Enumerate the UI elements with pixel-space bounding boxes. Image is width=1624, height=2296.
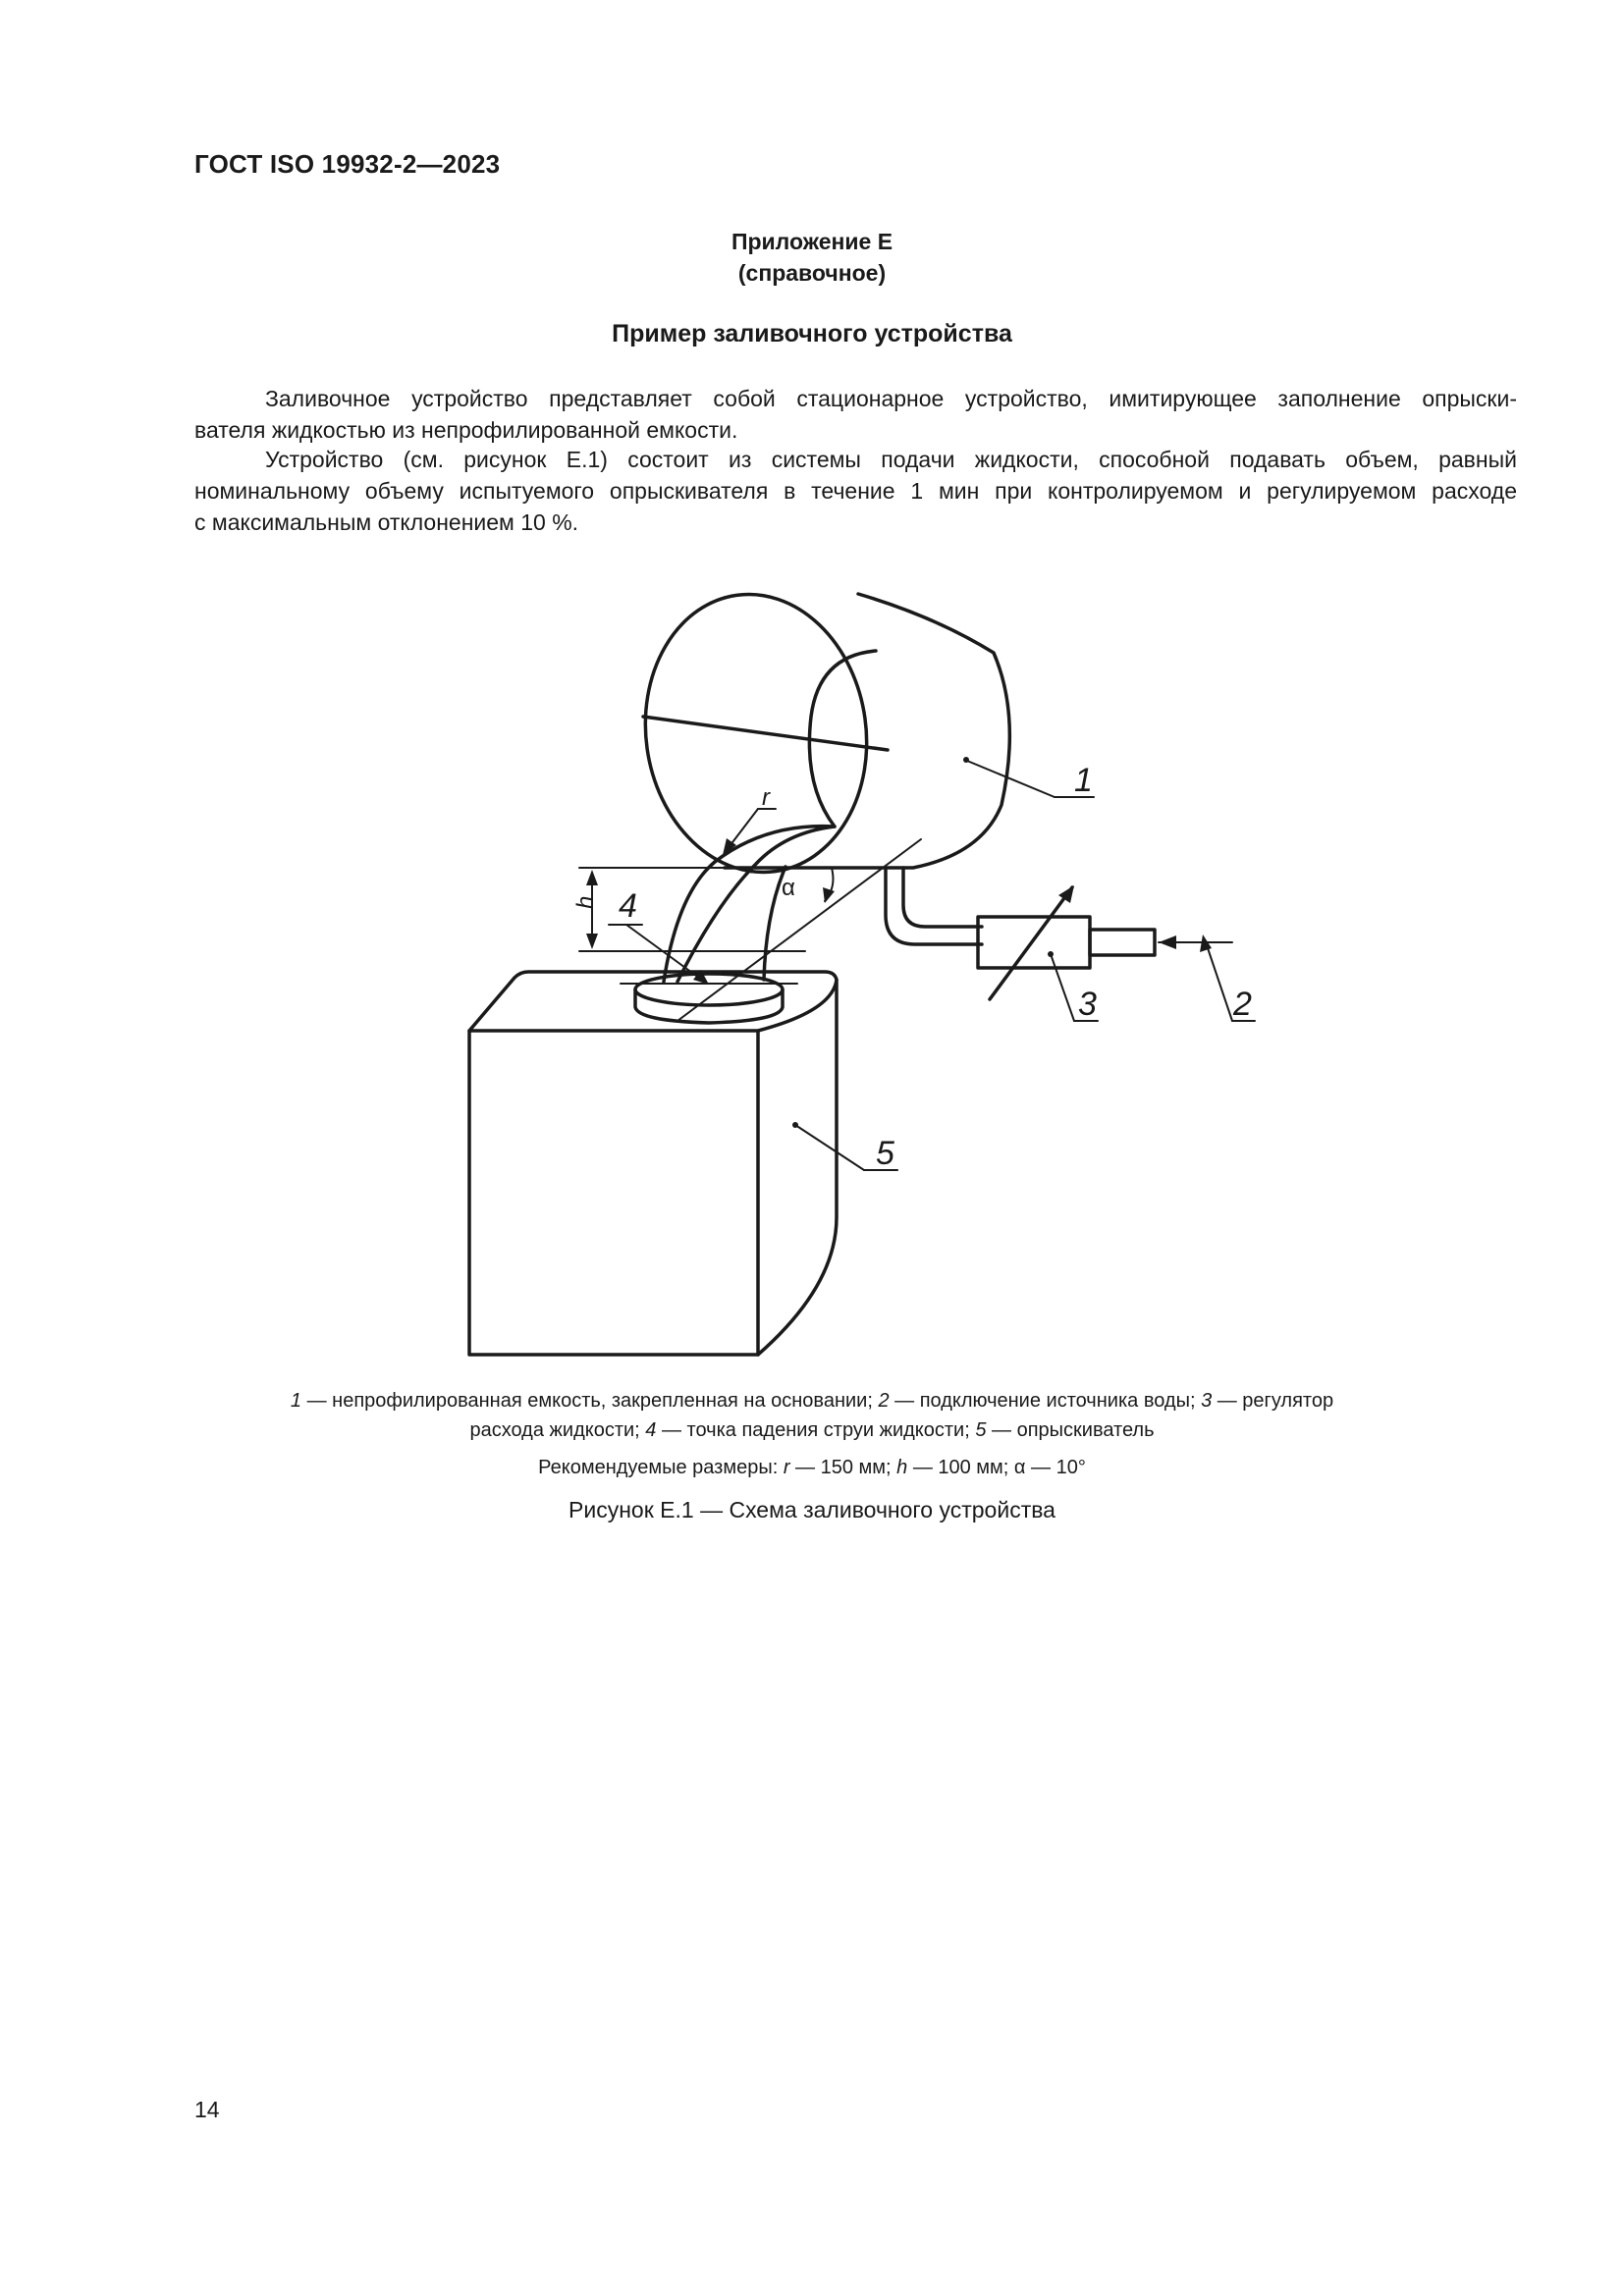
callout-3: 3 <box>1078 986 1097 1023</box>
paragraph-line: вателя жидкостью из непрофилированной емкости. <box>194 417 738 443</box>
annex-title: Приложение Е <box>731 229 893 254</box>
legend-text-2: — подключение источника воды; <box>889 1390 1202 1412</box>
alpha-arrowhead <box>823 887 835 903</box>
annex-type: (справочное) <box>737 260 887 286</box>
paragraph-line: Заливочное устройство представляет собой стационарное устройство, имитирующее заполнение опрыски- <box>265 386 1517 411</box>
recommended-h-symbol: h <box>896 1457 908 1478</box>
figure-caption: Рисунок Е.1 — Схема заливочного устройства <box>568 1497 1056 1522</box>
leader-3 <box>1051 954 1074 1021</box>
inlet-pipe <box>1090 930 1155 955</box>
callout-2: 2 <box>1233 986 1252 1023</box>
legend-num-2: 2 <box>878 1390 890 1412</box>
legend-text-3b: расхода жидкости; <box>469 1419 646 1441</box>
leader-1-dot <box>963 757 969 763</box>
callout-1: 1 <box>1074 762 1093 799</box>
water-stream-edge <box>664 862 715 982</box>
recommended-dimensions <box>0 1453 1624 1482</box>
document-header: ГОСТ ISO 19932-2—2023 <box>194 149 501 179</box>
section-title: Пример заливочного устройства <box>612 320 1012 347</box>
symbol-h: h <box>572 895 599 909</box>
legend-text-1: — непрофилированная емкость, закрепленная на основании; <box>301 1390 879 1412</box>
leader-5 <box>795 1125 864 1170</box>
callout-4: 4 <box>619 887 637 925</box>
legend-text-5: — опрыскиватель <box>986 1419 1155 1441</box>
legend-num-3: 3 <box>1201 1390 1213 1412</box>
flow-regulator <box>978 917 1090 968</box>
symbol-r: r <box>762 784 770 811</box>
recommended-r-symbol: r <box>783 1457 790 1478</box>
page-number: 14 <box>194 2097 220 2122</box>
recommended-h-alpha-value: — 100 мм; α — 10° <box>907 1457 1086 1478</box>
legend-text-3: — регулятор <box>1212 1390 1334 1412</box>
paragraph-line: номинальному объему испытуемого опрыскивателя в течение 1 мин при контролируемом и регулируемом расходе <box>194 478 1517 504</box>
figure-legend-line-2 <box>0 1415 1624 1445</box>
supply-tube <box>903 868 982 927</box>
paragraph-line: с максимальным отклонением 10 %. <box>194 509 579 535</box>
leader-5-dot <box>792 1122 798 1128</box>
supply-tube <box>886 868 982 944</box>
h-arrow-top <box>586 870 598 885</box>
filler-neck <box>635 974 783 1005</box>
figure-legend-line-1 <box>0 1386 1624 1415</box>
h-arrow-bottom <box>586 934 598 949</box>
leader-1 <box>967 761 1055 797</box>
container-inner-line <box>643 717 888 750</box>
leader-3-dot <box>1048 951 1054 957</box>
symbol-alpha: α <box>782 875 795 901</box>
leader-4 <box>626 925 707 984</box>
callout-5: 5 <box>876 1135 894 1172</box>
legend-num-5: 5 <box>975 1419 987 1441</box>
leader-2 <box>1206 942 1232 1021</box>
inlet-arrowhead <box>1159 935 1176 949</box>
legend-num-1: 1 <box>290 1390 302 1412</box>
recommended-r-value: — 150 мм; <box>789 1457 897 1478</box>
recommended-prefix: Рекомендуемые размеры: <box>538 1457 784 1478</box>
paragraph-line: Устройство (см. рисунок Е.1) состоит из системы подачи жидкости, способной подавать объем, равный <box>265 447 1517 472</box>
legend-num-4: 4 <box>645 1419 657 1441</box>
legend-text-4: — точка падения струи жидкости; <box>656 1419 976 1441</box>
